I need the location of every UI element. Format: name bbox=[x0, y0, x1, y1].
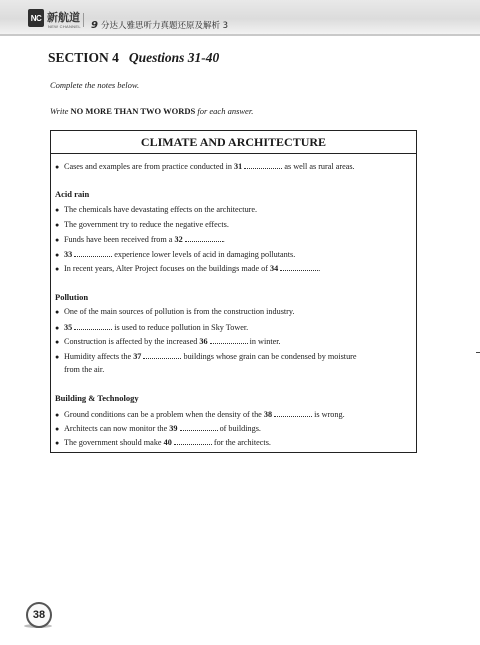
question-number: 35 bbox=[64, 323, 73, 332]
subheading-building-technology: Building & Technology bbox=[55, 393, 139, 403]
note-text: as well as rural areas. bbox=[282, 162, 355, 171]
instruction-complete-notes: Complete the notes below. bbox=[50, 80, 140, 90]
answer-blank-38[interactable] bbox=[274, 409, 312, 417]
note-text: In recent years, Alter Project focuses on the buildings made of bbox=[64, 264, 270, 273]
note-text: . bbox=[318, 264, 321, 273]
answer-blank-36[interactable] bbox=[210, 336, 248, 344]
subheading-pollution: Pollution bbox=[55, 292, 89, 302]
question-number: 39 bbox=[169, 424, 178, 433]
question-number: 32 bbox=[174, 235, 183, 244]
bullet-icon: ● bbox=[55, 338, 60, 346]
note-text: Architects can now monitor the bbox=[64, 424, 170, 433]
note-line-34 bbox=[55, 263, 320, 274]
answer-blank-34[interactable] bbox=[280, 263, 321, 273]
answer-blank-32[interactable] bbox=[185, 234, 223, 242]
note-text: in winter. bbox=[247, 337, 281, 346]
brand-logo-icon bbox=[28, 9, 44, 27]
note-line-38 bbox=[55, 409, 345, 420]
note-text: experience lower levels of acid in damaging pollutants. bbox=[112, 250, 296, 259]
question-number: 33 bbox=[64, 250, 73, 259]
note-text: for the architects. bbox=[211, 438, 271, 447]
note-text: Ground conditions can be a problem when the density of the bbox=[64, 410, 264, 419]
note-text: of buildings. bbox=[217, 424, 261, 433]
bullet-icon: ● bbox=[55, 236, 60, 244]
bullet-icon: ● bbox=[55, 425, 60, 433]
note-line-39 bbox=[55, 423, 261, 434]
instruction-word-limit-pre: Write bbox=[50, 106, 71, 116]
bullet-icon: ● bbox=[55, 439, 60, 447]
question-number: 38 bbox=[263, 410, 273, 419]
instruction-word-limit bbox=[50, 106, 253, 116]
note-line-31 bbox=[55, 161, 355, 172]
book-title-number: 9 bbox=[91, 20, 98, 31]
note-line-33 bbox=[55, 249, 295, 260]
instruction-word-limit-post: for each answer. bbox=[195, 106, 254, 116]
notes-title: CLIMATE AND ARCHITECTURE bbox=[140, 135, 327, 149]
page-number: 38 bbox=[32, 609, 46, 621]
note-text: buildings whose grain can be condensed by moisture bbox=[181, 352, 357, 361]
bullet-icon: ● bbox=[55, 221, 60, 229]
note-line-37 bbox=[55, 351, 357, 362]
note-text: Cases and examples are from practice conducted in bbox=[64, 162, 235, 171]
question-number: 34 bbox=[270, 264, 279, 273]
book-title-text: 分达人雅思听力真题还原及解析 3 bbox=[100, 21, 229, 31]
bullet-icon: ● bbox=[55, 206, 60, 214]
margin-mark bbox=[476, 352, 480, 353]
note-text: One of the main sources of pollution is from the construction industry. bbox=[64, 307, 295, 316]
note-line bbox=[55, 205, 257, 215]
bullet-icon: ● bbox=[55, 251, 60, 259]
section-label: SECTION 4 bbox=[48, 50, 119, 65]
section-heading bbox=[48, 50, 219, 66]
note-text: Humidity affects the bbox=[64, 352, 134, 361]
page-number-badge bbox=[26, 602, 52, 628]
questions-range: Questions 31-40 bbox=[128, 50, 220, 65]
header-divider bbox=[0, 34, 480, 36]
note-text: The government try to reduce the negative effects. bbox=[64, 220, 229, 229]
answer-blank-33[interactable] bbox=[74, 249, 112, 257]
note-text: . bbox=[222, 235, 225, 244]
brand-name-cn: 新航道 bbox=[47, 11, 80, 24]
question-number: 31 bbox=[234, 162, 243, 171]
answer-blank-39[interactable] bbox=[180, 423, 218, 431]
answer-blank-35[interactable] bbox=[74, 322, 112, 330]
bullet-icon: ● bbox=[55, 265, 60, 273]
instruction-word-limit-bold: NO MORE THAN TWO WORDS bbox=[70, 106, 196, 116]
header-separator bbox=[83, 13, 84, 27]
note-text: Construction is affected by the increased bbox=[64, 337, 200, 346]
question-number: 40 bbox=[163, 438, 172, 447]
bullet-icon: ● bbox=[55, 308, 60, 316]
note-line bbox=[55, 307, 295, 317]
question-number: 36 bbox=[199, 337, 208, 346]
note-line-continuation: from the air. bbox=[64, 365, 105, 374]
bullet-icon: ● bbox=[55, 353, 60, 361]
notes-title-divider bbox=[51, 153, 416, 154]
note-line-32 bbox=[55, 234, 225, 245]
subheading-acid-rain: Acid rain bbox=[55, 189, 90, 199]
note-line-35 bbox=[55, 322, 248, 333]
book-title bbox=[91, 19, 228, 31]
answer-blank-31[interactable] bbox=[244, 161, 282, 169]
answer-blank-37[interactable] bbox=[143, 351, 181, 359]
answer-blank-40[interactable] bbox=[174, 437, 212, 445]
bullet-icon: ● bbox=[55, 163, 60, 171]
brand-name-en: NEW CHANNEL bbox=[48, 24, 81, 29]
note-line bbox=[55, 220, 229, 230]
logo-text: NC bbox=[30, 13, 42, 23]
bullet-icon: ● bbox=[55, 411, 60, 419]
note-line-40 bbox=[55, 437, 271, 448]
note-text: The chemicals have devastating effects on the architecture. bbox=[64, 205, 258, 214]
note-text: is used to reduce pollution in Sky Tower. bbox=[112, 323, 249, 332]
note-line-36 bbox=[55, 336, 281, 347]
note-text: is wrong. bbox=[312, 410, 345, 419]
notes-box bbox=[50, 130, 417, 453]
question-number: 37 bbox=[133, 352, 142, 361]
bullet-icon: ● bbox=[55, 324, 60, 332]
note-text: The government should make bbox=[64, 438, 164, 447]
note-text: Funds have been received from a bbox=[64, 235, 175, 244]
